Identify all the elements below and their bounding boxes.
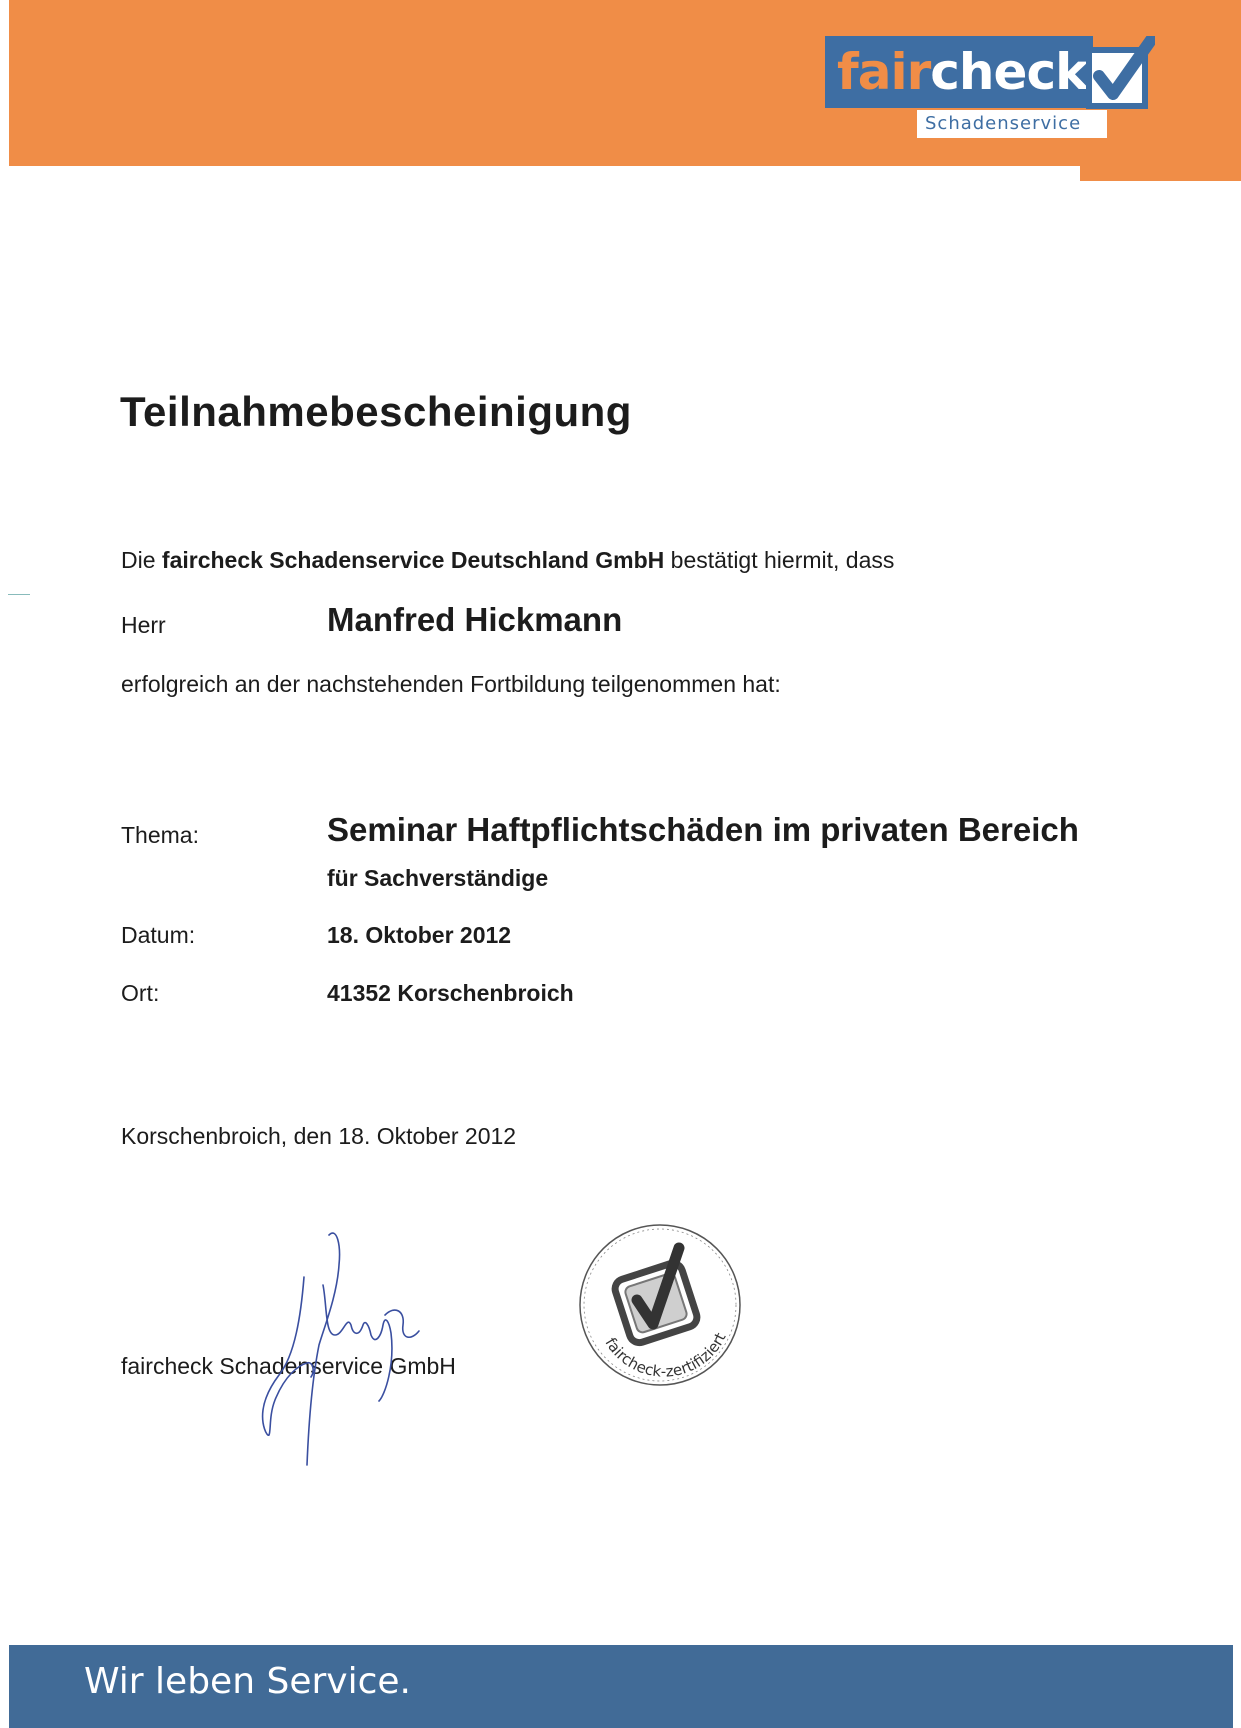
certificate-title: Teilnahmebescheinigung	[120, 388, 632, 435]
seal-text: faircheck-zertifiziert	[601, 1329, 730, 1381]
certification-seal	[575, 1220, 745, 1390]
statement-line: erfolgreich an der nachstehenden Fortbildung teilgenommen hat:	[121, 671, 781, 697]
logo-check-text: check	[930, 43, 1088, 101]
place-label: Ort:	[121, 980, 160, 1006]
logo-wordmark	[837, 42, 1087, 102]
date-value: 18. Oktober 2012	[327, 922, 512, 948]
fold-mark	[8, 594, 30, 595]
topic-subtitle: für Sachverständige	[327, 865, 549, 891]
intro-prefix: Die	[121, 547, 162, 573]
intro-suffix: bestätigt hiermit, dass	[664, 547, 895, 573]
topic-value: Seminar Haftpflichtschäden im privaten Bereich	[327, 811, 1079, 848]
footer-band	[9, 1645, 1233, 1728]
signatory-line: faircheck Schadenservice GmbH	[121, 1353, 456, 1379]
logo-subtitle: Schadenservice	[917, 110, 1107, 138]
place-value: 41352 Korschenbroich	[327, 980, 574, 1006]
intro-company: faircheck Schadenservice Deutschland GmbH	[161, 547, 665, 573]
salutation-label: Herr	[121, 612, 166, 638]
header-band-tail	[1080, 160, 1241, 181]
handwritten-signature	[255, 1225, 485, 1475]
checkmark-icon	[1085, 36, 1155, 116]
place-date-line: Korschenbroich, den 18. Oktober 2012	[121, 1123, 517, 1149]
faircheck-logo	[825, 36, 1155, 138]
footer-slogan: Wir leben Service.	[84, 1661, 411, 1702]
logo-fair-text: fair	[837, 43, 931, 101]
logo-box	[825, 36, 1093, 108]
intro-line	[121, 547, 894, 574]
participant-name: Manfred Hickmann	[327, 601, 623, 638]
topic-label: Thema:	[121, 822, 199, 848]
seal-checkbox-icon	[613, 1248, 700, 1345]
date-label: Datum:	[121, 922, 196, 948]
